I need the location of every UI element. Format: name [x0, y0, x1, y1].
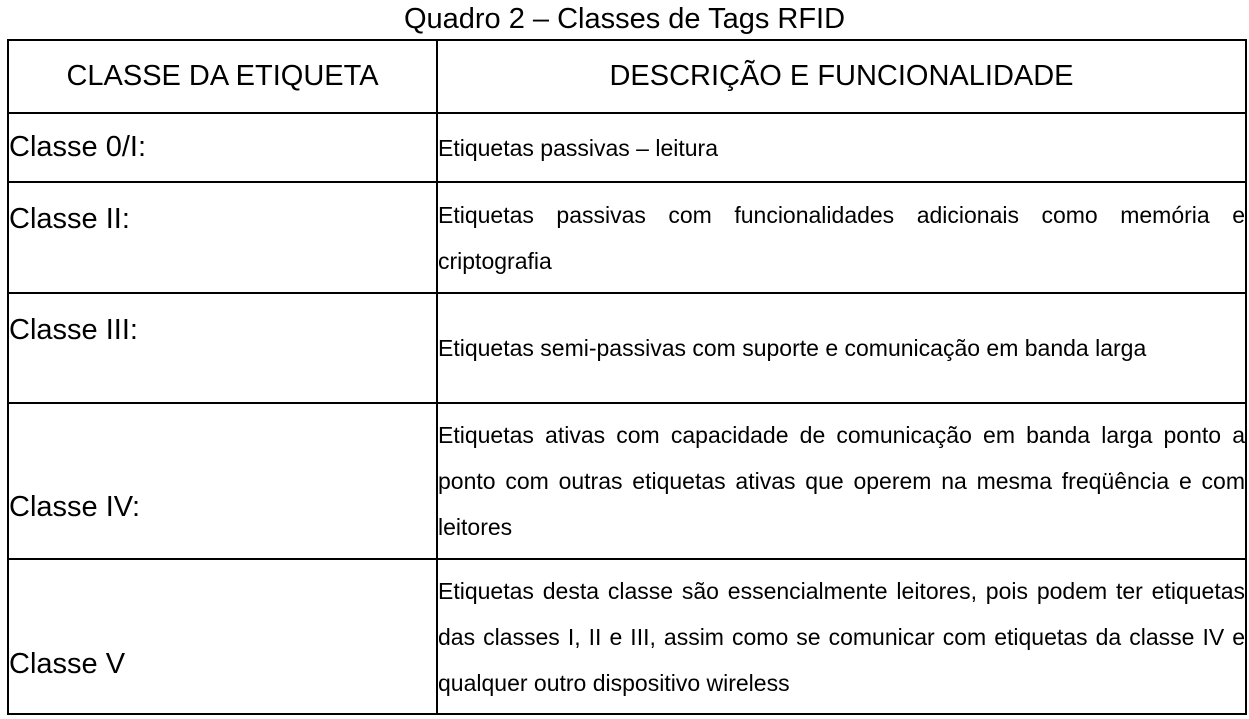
class-cell: Classe 0/I:	[8, 113, 437, 182]
rfid-classes-table	[7, 39, 1247, 715]
description-cell: Etiquetas ativas com capacidade de comunicação em banda larga ponto a ponto com outras etiquetas ativas que operem na mesma freqüência e com leitores	[437, 403, 1246, 559]
table-row	[8, 403, 1246, 559]
table-row	[8, 182, 1246, 293]
class-cell: Classe III:	[8, 293, 437, 403]
class-cell: Classe V	[8, 559, 437, 714]
table-header-row	[8, 40, 1246, 113]
header-descricao: DESCRIÇÃO E FUNCIONALIDADE	[437, 40, 1246, 113]
description-cell: Etiquetas desta classe são essencialmente leitores, pois podem ter etiquetas das classes I, II e III, assim como se comunicar com etiquetas da classe IV e qualquer outro dispositivo wireless	[437, 559, 1246, 714]
table-row	[8, 113, 1246, 182]
description-cell: Etiquetas passivas com funcionalidades adicionais como memória e criptografia	[437, 182, 1246, 293]
description-cell: Etiquetas passivas – leitura	[437, 113, 1246, 182]
table-caption: Quadro 2 – Classes de Tags RFID	[403, 3, 846, 35]
header-classe: CLASSE DA ETIQUETA	[8, 40, 437, 113]
class-cell: Classe II:	[8, 182, 437, 293]
table-row	[8, 293, 1246, 403]
table-row	[8, 559, 1246, 714]
description-cell: Etiquetas semi-passivas com suporte e comunicação em banda larga	[437, 293, 1246, 403]
class-cell: Classe IV:	[8, 403, 437, 559]
